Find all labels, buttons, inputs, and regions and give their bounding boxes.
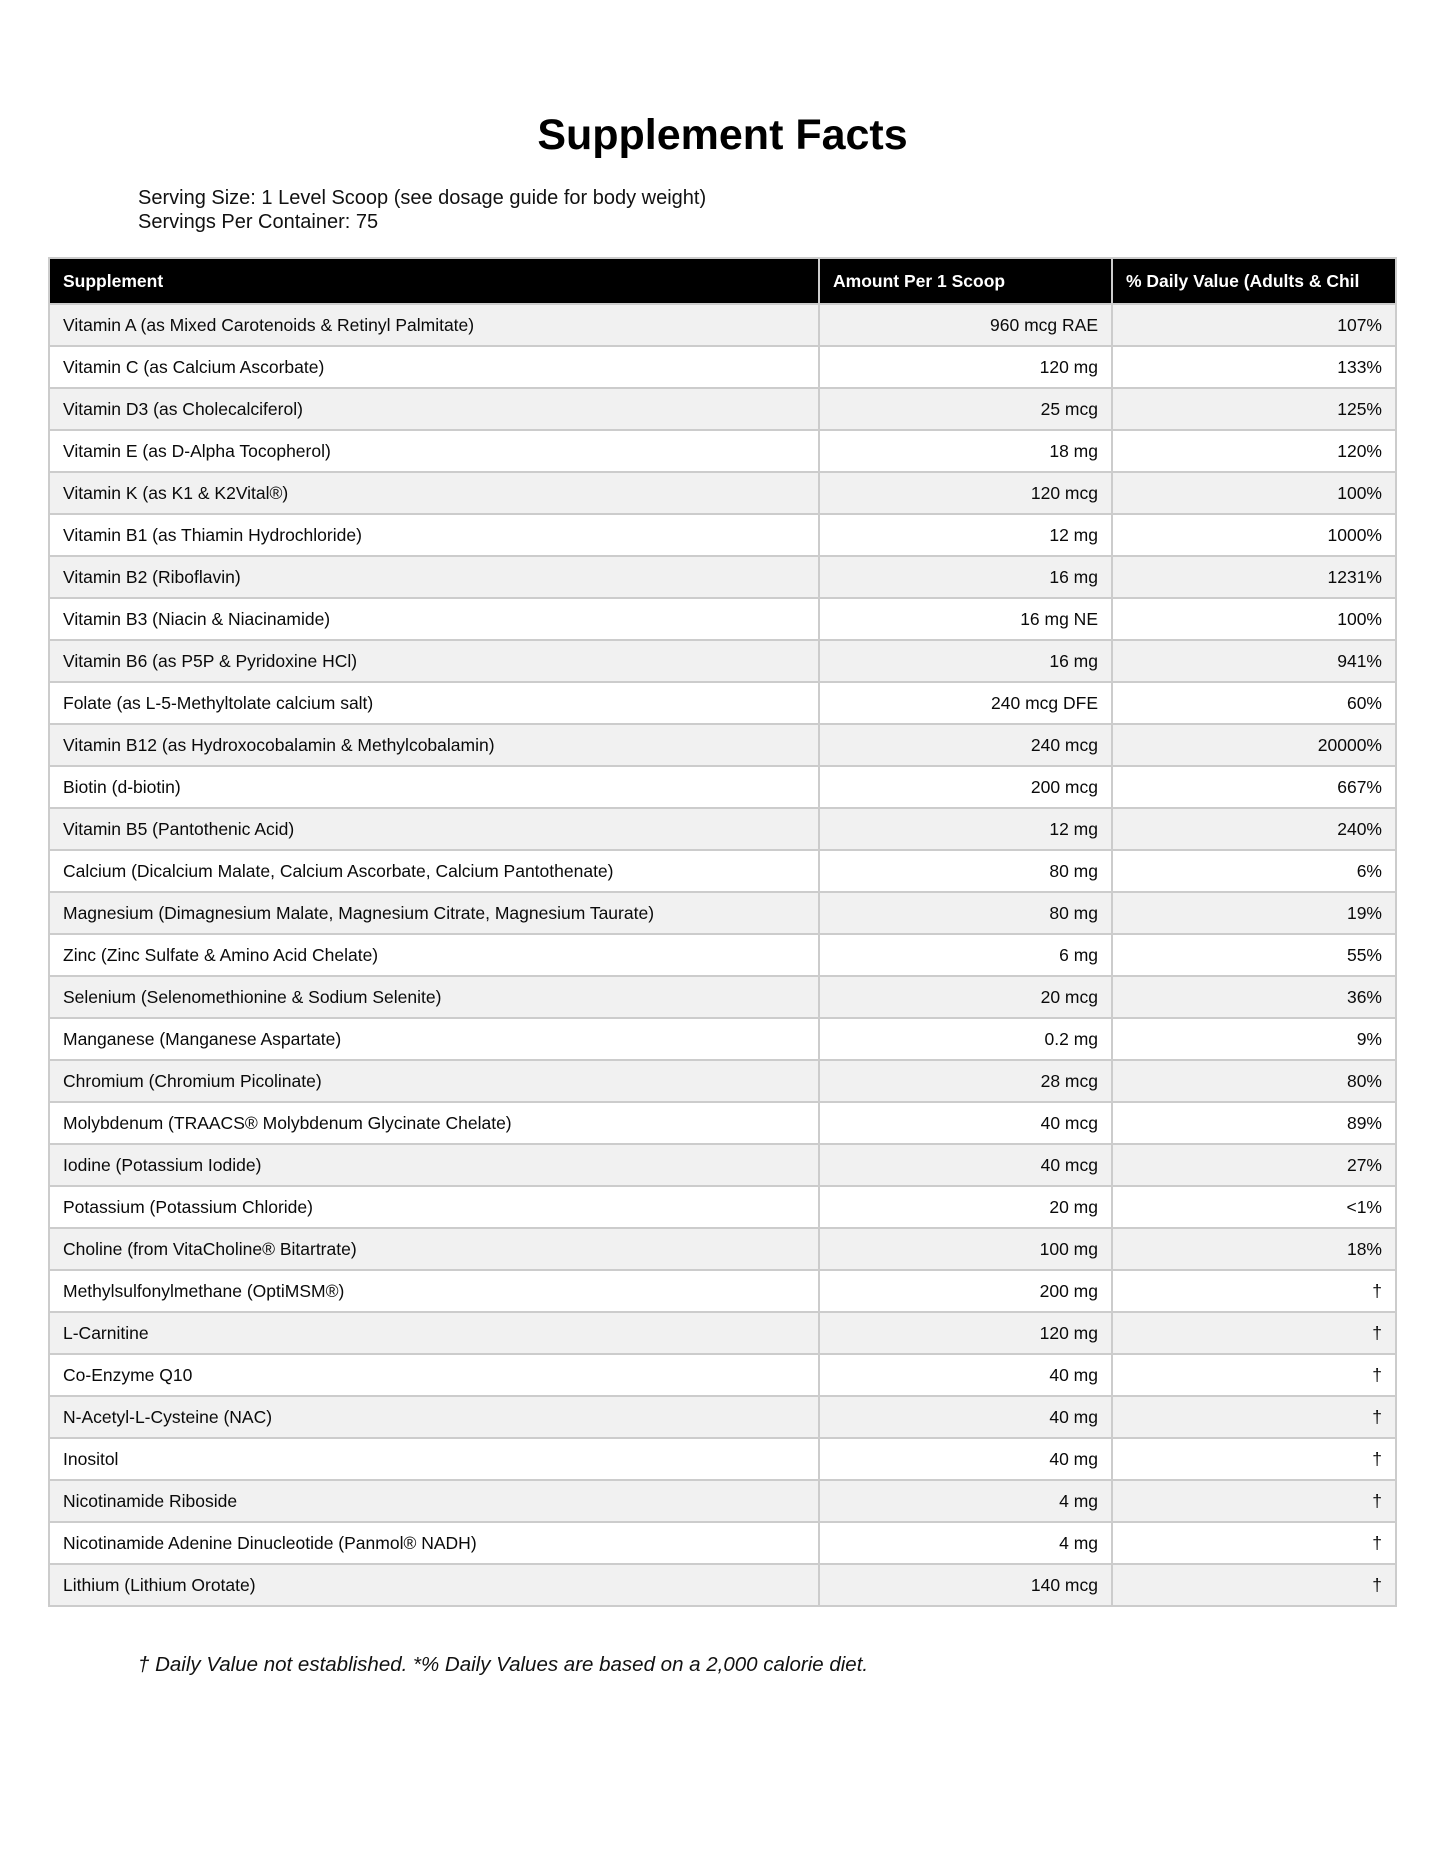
cell-supplement: Biotin (d-biotin) (49, 766, 819, 808)
cell-supplement: Selenium (Selenomethionine & Sodium Selenite) (49, 976, 819, 1018)
cell-supplement: Manganese (Manganese Aspartate) (49, 1018, 819, 1060)
cell-supplement: Vitamin B1 (as Thiamin Hydrochloride) (49, 514, 819, 556)
table-row (49, 1018, 1396, 1060)
cell-daily-value: 133% (1112, 346, 1396, 388)
table-row (49, 304, 1396, 346)
cell-amount: 0.2 mg (819, 1018, 1112, 1060)
cell-amount: 200 mcg (819, 766, 1112, 808)
cell-daily-value: 667% (1112, 766, 1396, 808)
cell-amount: 120 mcg (819, 472, 1112, 514)
cell-daily-value: 19% (1112, 892, 1396, 934)
cell-amount: 960 mcg RAE (819, 304, 1112, 346)
cell-amount: 40 mg (819, 1354, 1112, 1396)
table-row (49, 1228, 1396, 1270)
table-row (49, 514, 1396, 556)
cell-daily-value: 100% (1112, 472, 1396, 514)
table-row (49, 850, 1396, 892)
cell-amount: 40 mg (819, 1438, 1112, 1480)
cell-daily-value: † (1112, 1522, 1396, 1564)
cell-amount: 20 mcg (819, 976, 1112, 1018)
page-title: Supplement Facts (537, 111, 908, 159)
cell-amount: 18 mg (819, 430, 1112, 472)
cell-amount: 6 mg (819, 934, 1112, 976)
cell-supplement: Vitamin K (as K1 & K2Vital®) (49, 472, 819, 514)
cell-amount: 16 mg NE (819, 598, 1112, 640)
cell-supplement: Vitamin B12 (as Hydroxocobalamin & Methylcobalamin) (49, 724, 819, 766)
cell-amount: 240 mcg DFE (819, 682, 1112, 724)
cell-daily-value: <1% (1112, 1186, 1396, 1228)
table-row (49, 1270, 1396, 1312)
cell-supplement: Vitamin E (as D-Alpha Tocopherol) (49, 430, 819, 472)
table-row (49, 1144, 1396, 1186)
cell-supplement: Vitamin B3 (Niacin & Niacinamide) (49, 598, 819, 640)
cell-amount: 200 mg (819, 1270, 1112, 1312)
cell-amount: 4 mg (819, 1480, 1112, 1522)
supplement-table-body (49, 304, 1396, 1606)
cell-daily-value: 89% (1112, 1102, 1396, 1144)
cell-amount: 100 mg (819, 1228, 1112, 1270)
cell-amount: 28 mcg (819, 1060, 1112, 1102)
cell-daily-value: 120% (1112, 430, 1396, 472)
table-row (49, 1060, 1396, 1102)
cell-supplement: L-Carnitine (49, 1312, 819, 1354)
cell-amount: 40 mcg (819, 1144, 1112, 1186)
cell-daily-value: 100% (1112, 598, 1396, 640)
cell-supplement: N-Acetyl-L-Cysteine (NAC) (49, 1396, 819, 1438)
cell-amount: 25 mcg (819, 388, 1112, 430)
cell-amount: 40 mg (819, 1396, 1112, 1438)
table-row (49, 598, 1396, 640)
cell-supplement: Nicotinamide Adenine Dinucleotide (Panmol® NADH) (49, 1522, 819, 1564)
cell-supplement: Zinc (Zinc Sulfate & Amino Acid Chelate) (49, 934, 819, 976)
cell-supplement: Folate (as L-5-Methyltolate calcium salt) (49, 682, 819, 724)
cell-daily-value: † (1112, 1312, 1396, 1354)
cell-daily-value: † (1112, 1438, 1396, 1480)
cell-daily-value: † (1112, 1480, 1396, 1522)
table-row (49, 976, 1396, 1018)
header-supplement: Supplement (49, 258, 819, 304)
table-row (49, 892, 1396, 934)
serving-size-line: Serving Size: 1 Level Scoop (see dosage guide for body weight) (138, 187, 707, 209)
table-row (49, 1438, 1396, 1480)
cell-amount: 12 mg (819, 808, 1112, 850)
table-row (49, 472, 1396, 514)
cell-daily-value: 240% (1112, 808, 1396, 850)
cell-daily-value: 20000% (1112, 724, 1396, 766)
servings-per-container-line: Servings Per Container: 75 (138, 211, 379, 233)
cell-amount: 12 mg (819, 514, 1112, 556)
cell-amount: 240 mcg (819, 724, 1112, 766)
cell-daily-value: 27% (1112, 1144, 1396, 1186)
cell-supplement: Methylsulfonylmethane (OptiMSM®) (49, 1270, 819, 1312)
supplement-facts-table (48, 257, 1397, 1607)
cell-daily-value: 1000% (1112, 514, 1396, 556)
cell-supplement: Molybdenum (TRAACS® Molybdenum Glycinate Chelate) (49, 1102, 819, 1144)
serving-info (138, 186, 1445, 234)
table-row (49, 724, 1396, 766)
cell-daily-value: 60% (1112, 682, 1396, 724)
cell-amount: 40 mcg (819, 1102, 1112, 1144)
cell-supplement: Magnesium (Dimagnesium Malate, Magnesium Citrate, Magnesium Taurate) (49, 892, 819, 934)
table-row (49, 1564, 1396, 1606)
cell-daily-value: 55% (1112, 934, 1396, 976)
cell-amount: 16 mg (819, 556, 1112, 598)
cell-amount: 140 mcg (819, 1564, 1112, 1606)
table-row (49, 1102, 1396, 1144)
cell-supplement: Lithium (Lithium Orotate) (49, 1564, 819, 1606)
cell-supplement: Nicotinamide Riboside (49, 1480, 819, 1522)
footnote: † Daily Value not established. *% Daily Values are based on a 2,000 calorie diet. (138, 1653, 869, 1676)
table-row (49, 682, 1396, 724)
table-header-row (49, 258, 1396, 304)
cell-supplement: Vitamin B6 (as P5P & Pyridoxine HCl) (49, 640, 819, 682)
cell-supplement: Choline (from VitaCholine® Bitartrate) (49, 1228, 819, 1270)
cell-supplement: Iodine (Potassium Iodide) (49, 1144, 819, 1186)
header-amount-per-scoop: Amount Per 1 Scoop (819, 258, 1112, 304)
table-row (49, 1354, 1396, 1396)
cell-amount: 80 mg (819, 850, 1112, 892)
cell-supplement: Vitamin A (as Mixed Carotenoids & Retinyl Palmitate) (49, 304, 819, 346)
table-row (49, 766, 1396, 808)
table-row (49, 808, 1396, 850)
cell-supplement: Vitamin C (as Calcium Ascorbate) (49, 346, 819, 388)
table-row (49, 640, 1396, 682)
cell-amount: 120 mg (819, 346, 1112, 388)
cell-daily-value: † (1112, 1270, 1396, 1312)
cell-daily-value: 18% (1112, 1228, 1396, 1270)
cell-supplement: Vitamin B2 (Riboflavin) (49, 556, 819, 598)
table-row (49, 556, 1396, 598)
cell-supplement: Vitamin D3 (as Cholecalciferol) (49, 388, 819, 430)
table-row (49, 430, 1396, 472)
cell-amount: 120 mg (819, 1312, 1112, 1354)
cell-supplement: Inositol (49, 1438, 819, 1480)
table-row (49, 1480, 1396, 1522)
table-row (49, 346, 1396, 388)
header-daily-value: % Daily Value (Adults & Chil (1112, 258, 1396, 304)
cell-supplement: Vitamin B5 (Pantothenic Acid) (49, 808, 819, 850)
cell-daily-value: 941% (1112, 640, 1396, 682)
table-row (49, 1186, 1396, 1228)
table-row (49, 1312, 1396, 1354)
cell-daily-value: † (1112, 1564, 1396, 1606)
cell-daily-value: † (1112, 1396, 1396, 1438)
cell-supplement: Calcium (Dicalcium Malate, Calcium Ascorbate, Calcium Pantothenate) (49, 850, 819, 892)
cell-daily-value: 80% (1112, 1060, 1396, 1102)
cell-daily-value: 9% (1112, 1018, 1396, 1060)
cell-supplement: Co-Enzyme Q10 (49, 1354, 819, 1396)
cell-supplement: Potassium (Potassium Chloride) (49, 1186, 819, 1228)
cell-daily-value: 1231% (1112, 556, 1396, 598)
table-row (49, 1522, 1396, 1564)
cell-daily-value: 125% (1112, 388, 1396, 430)
cell-amount: 16 mg (819, 640, 1112, 682)
cell-daily-value: 107% (1112, 304, 1396, 346)
cell-amount: 20 mg (819, 1186, 1112, 1228)
cell-supplement: Chromium (Chromium Picolinate) (49, 1060, 819, 1102)
table-row (49, 1396, 1396, 1438)
table-row (49, 934, 1396, 976)
cell-daily-value: 36% (1112, 976, 1396, 1018)
cell-daily-value: 6% (1112, 850, 1396, 892)
cell-amount: 4 mg (819, 1522, 1112, 1564)
table-row (49, 388, 1396, 430)
cell-amount: 80 mg (819, 892, 1112, 934)
cell-daily-value: † (1112, 1354, 1396, 1396)
